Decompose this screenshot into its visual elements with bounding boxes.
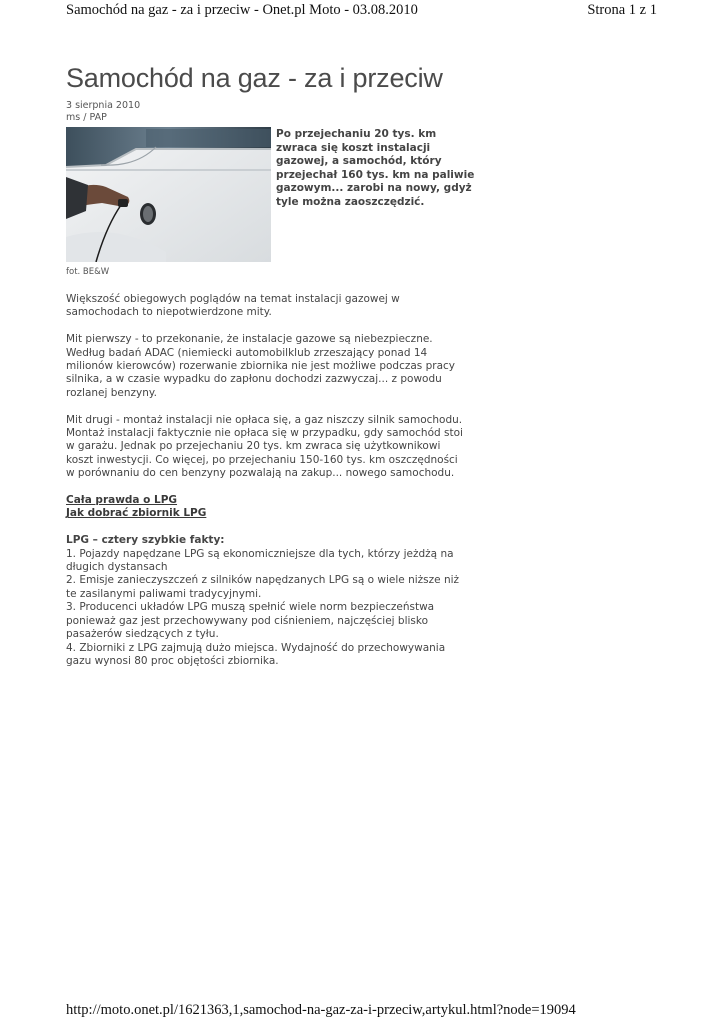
text-line: w garażu. Jednak po przejechaniu 20 tys. km zwraca się użytkownikowi — [66, 440, 441, 453]
paragraph-myth-two — [66, 414, 506, 481]
print-footer-url: http://moto.onet.pl/1621363,1,samochod-na-gaz-za-i-przeciw,artykul.html?node=19094 — [66, 1002, 576, 1018]
text-line: Mit pierwszy - to przekonanie, że instalacje gazowe są niebezpieczne. — [66, 333, 433, 346]
link-jak-dobrac-zbiornik-lpg[interactable]: Jak dobrać zbiornik LPG — [66, 507, 207, 520]
text-line: samochodach to niepotwierdzone mity. — [66, 306, 272, 319]
page-counter: Strona 1 z 1 — [587, 2, 657, 18]
text-line: rozlanej benzyny. — [66, 386, 157, 399]
article-photo — [66, 127, 271, 262]
paragraph-intro — [66, 293, 506, 320]
text-line: silnika, a w czasie wypadku do zapłonu dochodzi zazwyczaj... z powodu — [66, 373, 442, 386]
text-line: milionów kierowców) rozerwanie zbiornika nie jest możliwe podczas pracy — [66, 360, 456, 373]
photo-caption: fot. BE&W — [66, 267, 110, 277]
fact-line: te zasilanymi paliwami tradycyjnymi. — [66, 587, 262, 600]
print-header-title: Samochód na gaz - za i przeciw - Onet.pl Moto - 03.08.2010 — [66, 2, 418, 18]
text-line: Większość obiegowych poglądów na temat instalacji gazowej w — [66, 293, 400, 305]
fact-line: 1. Pojazdy napędzane LPG są ekonomiczniejsze dla tych, którzy jeżdżą na — [66, 547, 454, 560]
article-title: Samochód na gaz - za i przeciw — [66, 63, 443, 93]
facts-heading: LPG – cztery szybkie fakty: — [66, 534, 225, 547]
print-header — [66, 2, 657, 22]
article-source: ms / PAP — [66, 112, 107, 123]
lead-line: gazowej, a samochód, który — [276, 155, 442, 167]
paragraph-myth-one — [66, 333, 506, 400]
link-cala-prawda-o-lpg[interactable]: Cała prawda o LPG — [66, 494, 178, 507]
lead-line: gazowym... zarobi na nowy, gdyż — [276, 182, 472, 194]
facts-section — [66, 534, 506, 668]
lead-line: Po przejechaniu 20 tys. km — [276, 128, 437, 140]
text-line: Mit drugi - montaż instalacji nie opłaca się, a gaz niszczy silnik samochodu. — [66, 413, 463, 426]
fact-line: długich dystansach — [66, 561, 168, 574]
article-body — [66, 293, 506, 682]
text-line: w porównaniu do cen benzyny pozwalają na zakup... nowego samochodu. — [66, 467, 455, 480]
fact-line: 3. Producenci układów LPG muszą spełnić wiele norm bezpieczeństwa — [66, 601, 435, 614]
car-fuel-cap-photo — [66, 127, 271, 262]
text-line: koszt inwestycji. Co więcej, po przejechaniu 150-160 tys. km oszczędności — [66, 453, 458, 466]
lead-line: tyle można zaoszczędzić. — [276, 195, 425, 208]
text-line: Montaż instalacji faktycznie nie opłaca się w przypadku, gdy samochód stoi — [66, 427, 463, 440]
fact-line: pasażerów siedzących z tyłu. — [66, 628, 219, 641]
article-meta — [66, 100, 140, 124]
fact-line: 4. Zbiorniki z LPG zajmują dużo miejsca. Wydajność do przechowywania — [66, 641, 446, 654]
related-links — [66, 494, 506, 521]
fact-line: gazu wynosi 80 proc objętości zbiornika. — [66, 654, 279, 667]
lead-line: zwraca się koszt instalacji — [276, 141, 431, 154]
fact-line: ponieważ gaz jest przechowywany pod ciśnieniem, najczęściej blisko — [66, 614, 429, 627]
lead-line: przejechał 160 tys. km na paliwie — [276, 168, 475, 181]
fact-line: 2. Emisje zanieczyszczeń z silników napędzanych LPG są o wiele niższe niż — [66, 574, 460, 587]
article-date: 3 sierpnia 2010 — [66, 100, 141, 111]
text-line: Według badań ADAC (niemiecki automobilklub zrzeszający ponad 14 — [66, 346, 428, 359]
article-lead — [276, 128, 491, 209]
